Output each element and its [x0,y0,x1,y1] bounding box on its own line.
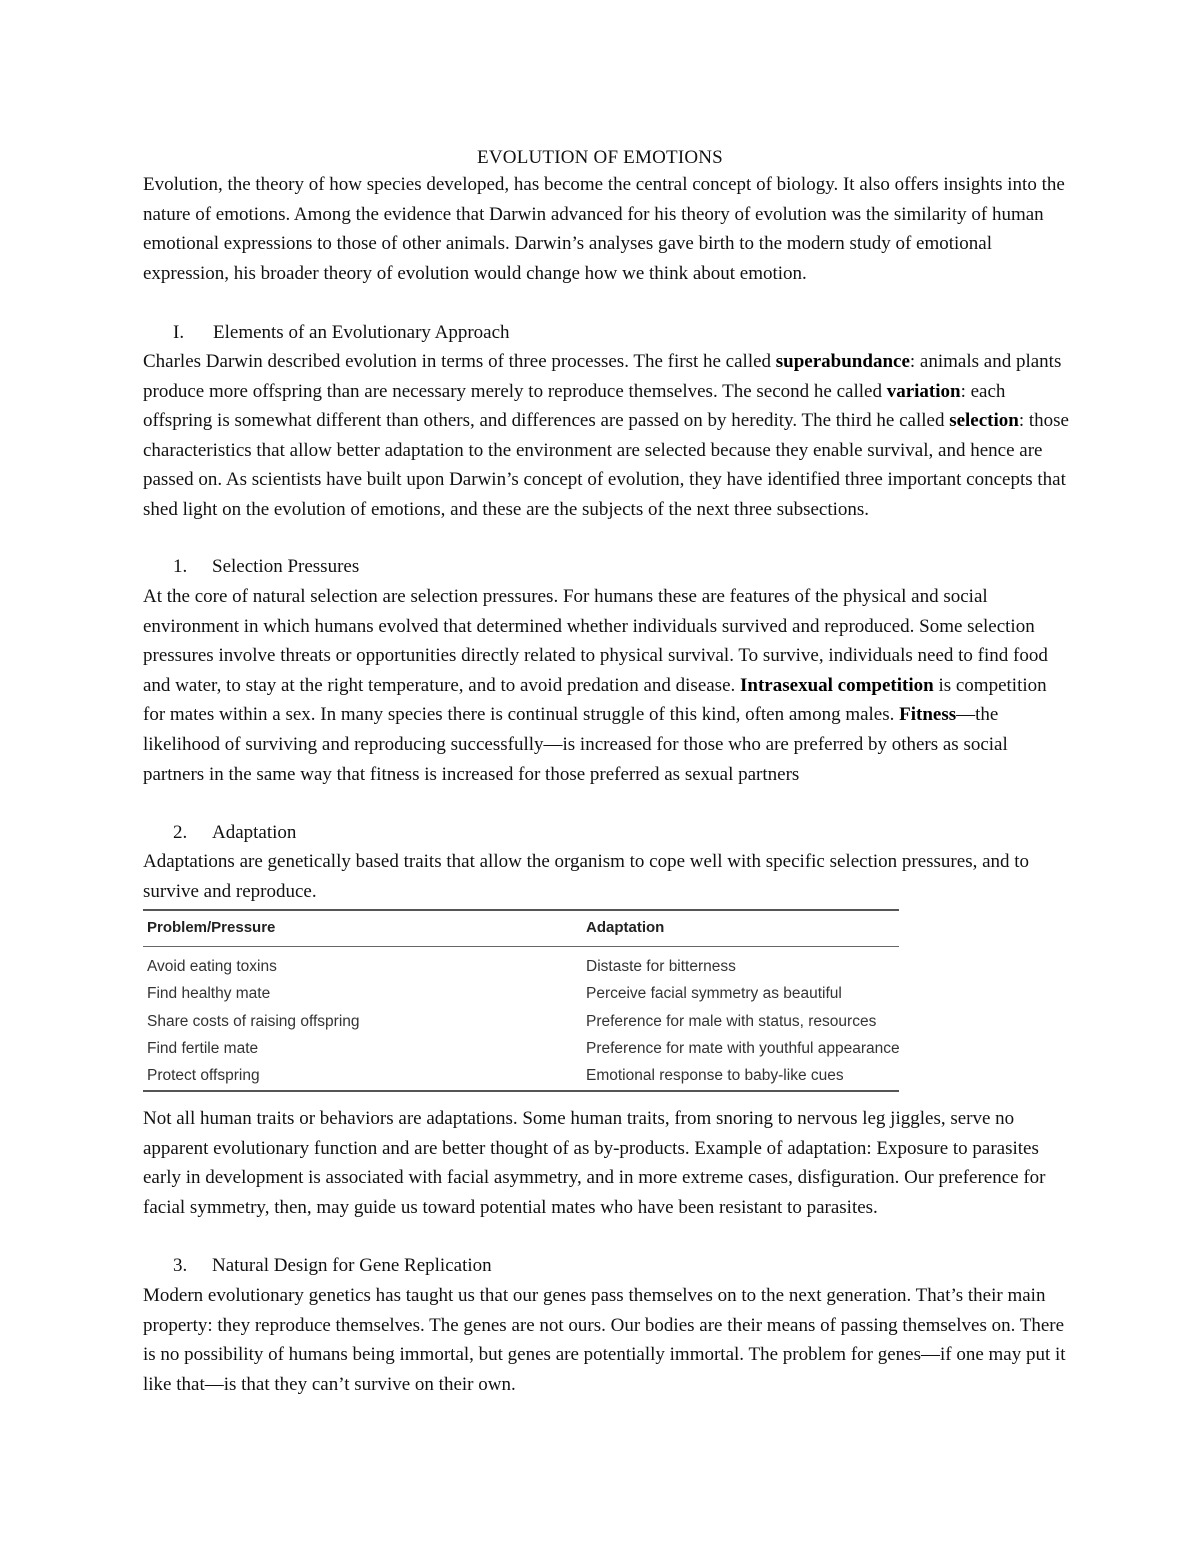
subsection-heading-text: Natural Design for Gene Replication [212,1255,492,1276]
intro-text: Evolution, the theory of how species developed, has become the central concept of biology. It also offers insights into the nature of emotions. Among the evidence that Darwin advanced for his theory of evolution was the similarity of human emotional expressions to those of other animals. Darwin’s analyses gave birth to the modern study of emotional expression, his broader theory of evolution would change how we think about emotion. [143,174,1065,284]
term-selection: selection [949,410,1019,432]
subsection-number: 3. [173,1255,188,1276]
term-fitness: Fitness [899,704,957,726]
text-run: —the likelihood of surviving and reproducing successfully—is increased for those who are preferred by others as social partners in the same way that fitness is increased for those preferred as sexual partners [143,704,1008,785]
sub1-paragraph [143,582,1073,789]
table-cell-adaptation: Preference for male with status, resources [586,1013,877,1030]
text-run: : animals and plants produce more offspring than are necessary merely to reproduce themselves. The second he called [143,351,1062,402]
text-run: is competition for mates within a sex. In many species there is continual struggle of this kind, often among males. [143,674,1047,726]
table-cell-problem: Share costs of raising offspring [147,1013,360,1030]
section1-text [143,347,1073,525]
table-cell-adaptation: Preference for mate with youthful appearance [586,1040,900,1057]
table-cell-adaptation: Perceive facial symmetry as beautiful [586,985,842,1002]
section-number: I. [173,322,185,343]
sub2-paragraph [143,847,1073,906]
subsection-heading-3 [173,1251,492,1280]
text-run: : each offspring is somewhat different than others, and differences are passed on by heredity. The third he called [143,380,1006,432]
sub3-paragraph [143,1281,1073,1399]
table-cell-problem: Find healthy mate [147,985,271,1002]
subsection-heading-2 [173,818,296,847]
after-table-text: Not all human traits or behaviors are adaptations. Some human traits, from snoring to nervous leg jiggles, serve no apparent evolutionary function and are better thought of as by-products. Example of adaptation: Exposure to parasites early in development is associated with facial asymmetry, and in more extreme cases, disfiguration. Our preference for facial symmetry, then, may guide us toward potential mates who have been resistant to parasites. [143,1108,1046,1218]
section-heading-text: Elements of an Evolutionary Approach [213,322,510,343]
table-cell-adaptation: Distaste for bitterness [586,958,736,975]
section-heading-1 [173,318,510,347]
table-rule-bottom [143,1090,899,1092]
after-table-paragraph [143,1104,1073,1222]
table-header-problem: Problem/Pressure [147,919,276,936]
table-rule-header [143,946,899,947]
text-run: : those characteristics that allow better adaptation to the environment are selected because they enable survival, and hence are passed on. As scientists have built upon Darwin’s concept of evolution, they have identified three important concepts that shed light on the evolution of emotions, and these are the subjects of the next three subsections. [143,410,1069,520]
term-superabundance: superabundance [775,351,910,372]
subsection-heading-1 [173,552,359,581]
table-cell-problem: Find fertile mate [147,1040,259,1057]
document-title: EVOLUTION OF EMOTIONS [477,147,723,168]
sub3-text: Modern evolutionary genetics has taught us that our genes pass themselves on to the next generation. That’s their main property: they reproduce themselves. The genes are not ours. Our bodies are their means of passing themselves on. There is no possibility of humans being immortal, but genes are potentially immortal. The problem for genes—if one may put it like that—is that they can’t survive on their own. [143,1285,1066,1395]
subsection-heading-text: Selection Pressures [212,556,360,577]
table-cell-problem: Protect offspring [147,1067,260,1084]
intro-paragraph [143,170,1073,288]
text-run: Charles Darwin described evolution in terms of three processes. The first he called [143,351,776,372]
subsection-number: 2. [173,822,188,843]
table-cell-adaptation: Emotional response to baby-like cues [586,1067,844,1084]
subsection-heading-text: Adaptation [212,822,297,843]
sub2-text: Adaptations are genetically based traits that allow the organism to cope well with specific selection pressures, and to survive and reproduce. [143,851,1030,902]
term-variation: variation [886,380,961,402]
sub1-text [143,582,1073,789]
table-header-adaptation: Adaptation [586,919,665,936]
subsection-number: 1. [173,556,188,577]
table-rule-top [143,909,899,911]
term-intrasexual-competition: Intrasexual competition [740,674,934,696]
table-cell-problem: Avoid eating toxins [147,958,277,975]
text-run: At the core of natural selection are selection pressures. For humans these are features of the physical and social environment in which humans evolved that determined whether individuals survived and reproduced. Some selection pressures involve threats or opportunities directly related to physical survival. To survive, individuals need to find food and water, to stay at the right temperature, and to avoid predation and disease. [143,586,1048,696]
section1-paragraph [143,347,1073,525]
